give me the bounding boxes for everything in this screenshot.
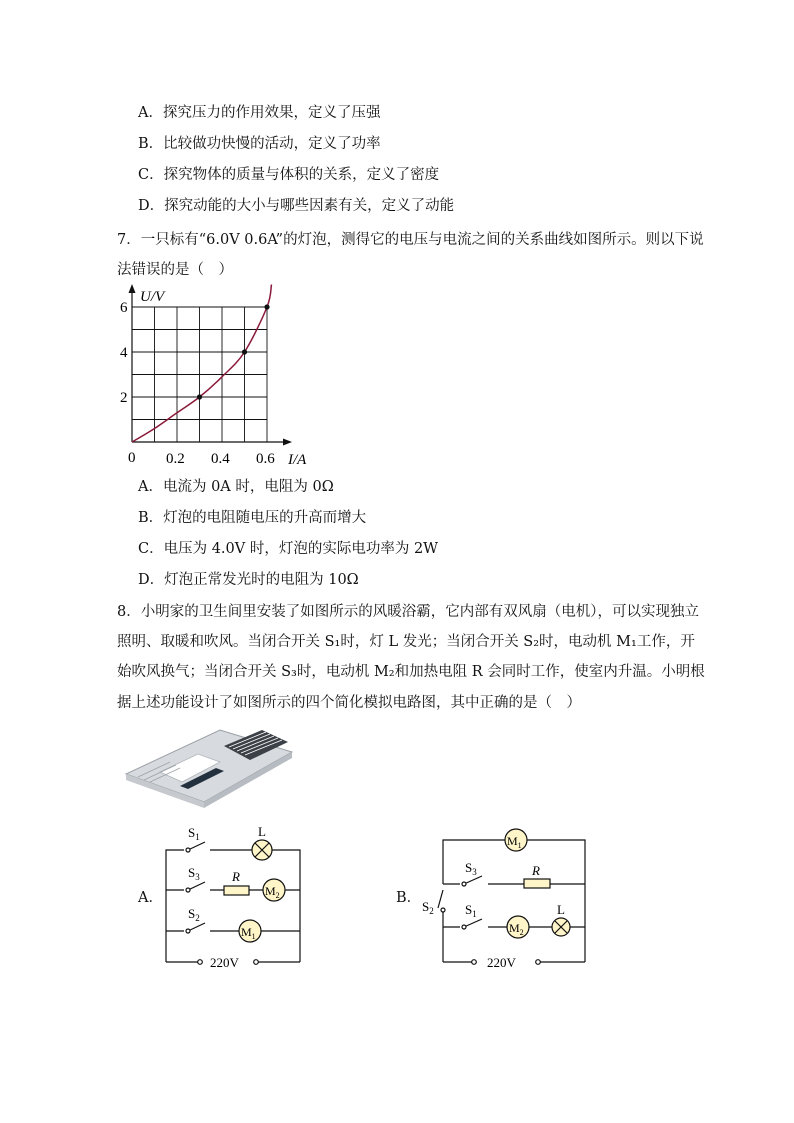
x-axis-arrow — [283, 439, 292, 446]
x-tick-label: 0.6 — [256, 451, 275, 467]
svg-text:220V: 220V — [487, 955, 516, 970]
svg-text:S1: $S_1$ — [465, 902, 477, 919]
x-axis-label: I/A — [288, 452, 307, 468]
q7-stem-line2: 法错误的是（ ） — [117, 262, 233, 278]
graph-grid — [132, 307, 267, 442]
iu-curve — [132, 285, 272, 443]
svg-text:S3: $S_3$ — [465, 860, 477, 877]
q7-option-a: A．电流为 0A 时，电阻为 0Ω — [138, 479, 334, 495]
x-tick-labels — [166, 451, 275, 467]
y-tick-label: 2 — [120, 390, 128, 406]
svg-text:S2: $S_2$ — [188, 906, 200, 923]
q6-option-b: B．比较做功快慢的活动，定义了功率 — [138, 136, 381, 152]
q6-option-a: A．探究压力的作用效果，定义了压强 — [138, 105, 381, 121]
q6-option-c: C．探究物体的质量与体积的关系，定义了密度 — [138, 167, 440, 183]
q8-stem-line4: 据上述功能设计了如图所示的四个简化模拟电路图，其中正确的是（ ） — [117, 695, 581, 711]
y-axis-arrow — [129, 284, 136, 293]
data-point — [197, 394, 202, 399]
circuit-diagram-b — [412, 820, 592, 970]
y-tick-labels — [120, 300, 128, 406]
svg-text:S3: $S_3$ — [188, 865, 200, 882]
q7-stem-line1: 7．一只标有“6.0V 0.6A”的灯泡，测得它的电压与电流之间的关系曲线如图所示。则以下说 — [117, 232, 704, 248]
svg-text:L: L — [557, 902, 565, 917]
q7-option-b: B．灯泡的电阻随电压的升高而增大 — [138, 510, 367, 526]
svg-text:M2: $M_2$ — [509, 921, 524, 937]
q8-stem-line3: 始吹风换气；当闭合开关 S₃时，电动机 M₂和加热电阻 R 会同时工作，使室内升温。小明根 — [117, 664, 705, 680]
svg-text:220V: 220V — [210, 955, 239, 970]
data-point — [264, 304, 269, 309]
bath-heater-illustration — [120, 722, 300, 812]
circuit-b-option-label: B． — [396, 890, 422, 906]
origin-label: 0 — [128, 450, 136, 466]
resistor-r — [224, 886, 249, 895]
q7-option-d: D．灯泡正常发光时的电阻为 10Ω — [138, 572, 359, 588]
data-point — [242, 349, 247, 354]
svg-text:S1: $S_1$ — [188, 825, 200, 842]
q8-stem-line1: 8．小明家的卫生间里安装了如图所示的风暖浴霸，它内部有双风扇（电机），可以实现独立 — [117, 604, 699, 620]
y-axis-label: U/V — [140, 289, 165, 305]
q8-stem-line2: 照明、取暖和吹风。当闭合开关 S₁时，灯 L 发光；当闭合开关 S₂时，电动机 M₁工作，开 — [117, 634, 695, 650]
q6-option-d: D．探究动能的大小与哪些因素有关，定义了动能 — [138, 198, 455, 214]
x-tick-label: 0.4 — [211, 451, 230, 467]
circuit-a-option-label: A． — [138, 890, 163, 906]
svg-text:L: L — [258, 824, 266, 839]
resistor-r — [524, 879, 550, 888]
svg-text:M1: $M_1$ — [507, 834, 522, 850]
svg-text:S2: $S_2$ — [422, 899, 434, 916]
current-voltage-graph — [112, 282, 322, 472]
y-tick-label: 4 — [120, 345, 128, 361]
x-tick-label: 0.2 — [166, 451, 185, 467]
q7-option-c: C．电压为 4.0V 时，灯泡的实际电功率为 2W — [138, 541, 439, 557]
svg-text:R: R — [232, 869, 240, 884]
circuit-diagram-a — [150, 820, 310, 970]
svg-text:M2: $M_2$ — [265, 884, 280, 900]
svg-text:R: R — [532, 863, 540, 878]
svg-text:M1: $M_1$ — [241, 925, 256, 941]
y-tick-label: 6 — [120, 300, 128, 316]
